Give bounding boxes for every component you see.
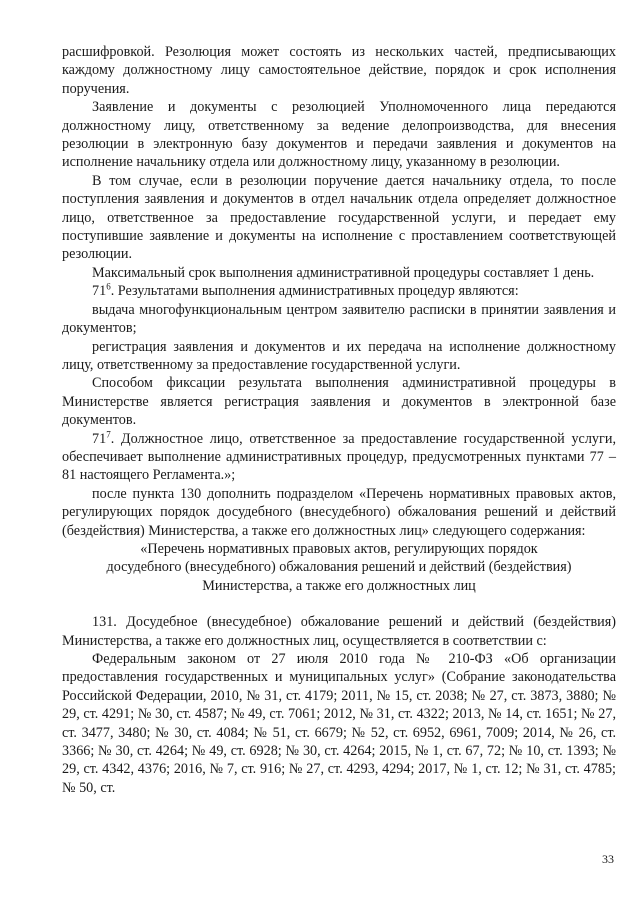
clause-number: 71 xyxy=(92,283,107,300)
subsection-heading-line-2: досудебного (внесудебного) обжалования решений и действий (бездействия) xyxy=(106,559,572,576)
paragraph-federal-law: Федеральным законом от 27 июля 2010 года № 210-ФЗ «Об организации предоставления государственных и муниципальных услуг» (Собрание законодательства Российской Федерации, 2010, № 31, ст. 4179; 2011, № 15, ст. 2038; № 27, ст. 3873, 3880; № 29, ст. 4291; № 30, ст. 4587; № 49, ст. 7061; 2012, № 31, ст. 4322; 2013, № 14, ст. 1651; № 27, ст. 3477, 3480; № 30, ст. 4084; № 51, ст. 6679; № 52, ст. 6952, 6961, 7009; 2014, № 26, ст. 3366; № 30, ст. 4264; № 49, ст. 6928; № 30, ст. 4264; 2015, № 1, ст. 67, 72; № 10, ст. 1393; № 29, ст. 4342, 4376; 2016, № 7, ст. 916; № 27, ст. 4293, 4294; 2017, № 1, ст. 12; № 31, ст. 4785; № 50, ст. xyxy=(62,651,616,796)
paragraph-71-7 xyxy=(62,430,616,485)
spacer xyxy=(62,595,616,613)
document-page xyxy=(62,43,616,797)
paragraph-71-6 xyxy=(62,282,616,300)
paragraph-resolution-transfer: Заявление и документы с резолюцией Уполномоченного лица передаются должностному лицу, ответственному за ведение делопроизводства, для внесения резолюции в электронную базу документов и передачи заявления и документов на исполнение начальнику отдела или должностному лицу, указанному в резолюции. xyxy=(62,99,616,171)
paragraph-registration: регистрация заявления и документов и их передача на исполнение должностному лицу, ответственному за предоставление государственной услуги. xyxy=(62,338,616,373)
paragraph-131: 131. Досудебное (внесудебное) обжалование решений и действий (бездействия) Министерства, а также его должностных лиц, осуществляется в соответствии с: xyxy=(62,614,616,649)
paragraph-department-head: В том случае, если в резолюции поручение дается начальнику отдела, то после поступления заявления и документов в отдел начальник отдела определяет должностное лицо, ответственное за предоставление государственной услуги, и передает ему поступившие заявление и документы на исполнение с проставлением соответствующей резолюции. xyxy=(62,172,616,263)
subsection-heading-line-1: «Перечень нормативных правовых актов, регулирующих порядок xyxy=(140,540,538,557)
clause-number: 71 xyxy=(92,430,107,447)
paragraph-after-130: после пункта 130 дополнить подразделом «Перечень нормативных правовых актов, регулирующих порядок досудебного (внесудебного) обжалования решений и действий (бездействия) Министерства, а также его должностных лиц» следующего содержания: xyxy=(62,485,616,539)
subsection-heading-line-3: Министерства, а также его должностных лиц xyxy=(202,577,476,594)
paragraph-fixation-method: Способом фиксации результата выполнения административной процедуры в Министерстве является регистрация заявления и документов в электронной базе документов. xyxy=(62,375,616,429)
clause-superscript: 7 xyxy=(106,428,111,439)
clause-text: . Должностное лицо, ответственное за предоставление государственной услуги, обеспечивает выполнение административных процедур, предусмотренных пунктами 77 – 81 настоящего Регламента.»; xyxy=(62,430,616,484)
paragraph-continuation: расшифровкой. Резолюция может состоять из нескольких частей, предписывающих каждому должностному лицу самостоятельное действие, порядок и срок исполнения поручения. xyxy=(62,44,616,97)
page-number: 33 xyxy=(602,852,614,866)
clause-superscript: 6 xyxy=(106,281,111,292)
paragraph-max-term: Максимальный срок выполнения административной процедуры составляет 1 день. xyxy=(92,264,595,281)
paragraph-receipt: выдача многофункциональным центром заявителю расписки в принятии заявления и документов; xyxy=(62,301,616,337)
clause-text: . Результатами выполнения административных процедур являются: xyxy=(110,283,519,300)
